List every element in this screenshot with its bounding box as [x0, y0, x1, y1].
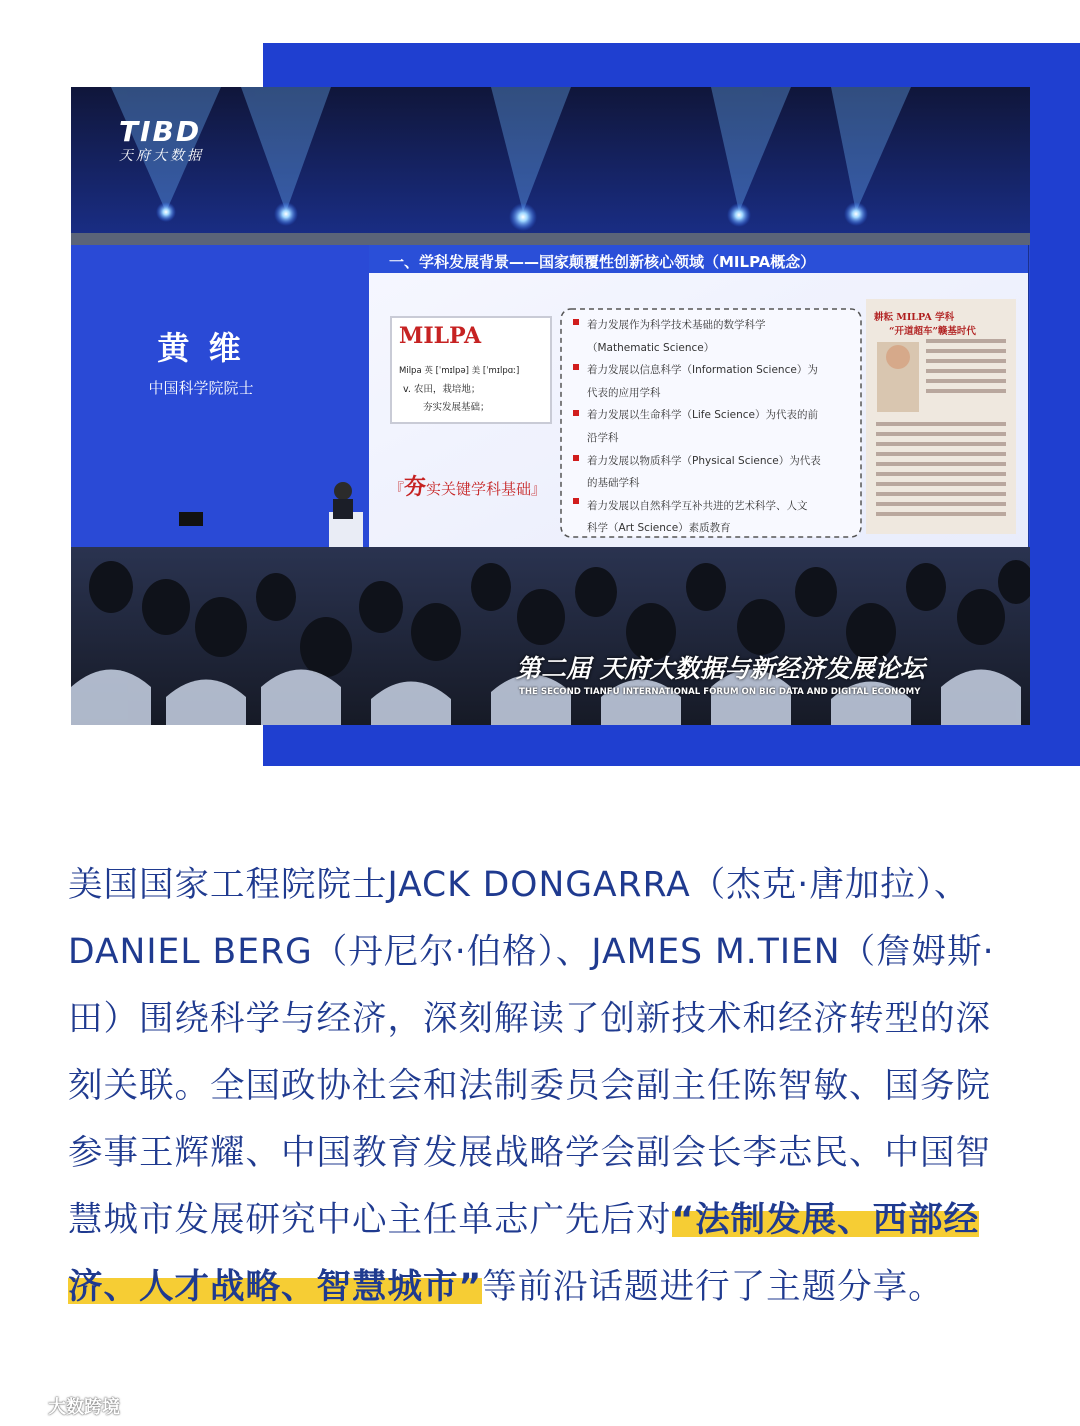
clipping-title-2: “开道超车”赣基时代: [889, 326, 976, 337]
bullet-line: 着力发展以信息科学（Information Science）为: [587, 364, 818, 377]
bullet-line: （Mathematic Science）: [587, 341, 715, 354]
article-text-after: 等前沿话题进行了主题分享。: [482, 1267, 944, 1307]
bullet-line: 着力发展以自然科学互补共进的艺术科学、人文: [587, 499, 808, 512]
article-highlight: “法制发展、西部经济、人才战略、智慧城市”: [68, 1200, 980, 1307]
watermark: [6, 1391, 120, 1421]
watermark-text: 大数跨境: [48, 1397, 120, 1418]
article-paragraph: [68, 852, 1013, 1321]
tibd-logo: [119, 117, 204, 165]
conference-photo: [71, 87, 1030, 725]
milpa-definition-2: 夯实发展基础；: [423, 402, 490, 413]
bullet-line: 的基础学科: [587, 477, 640, 490]
weibo-like-logo-icon: [6, 1393, 42, 1420]
bullet-line: 科学（Art Science）素质教育: [587, 522, 731, 535]
slide-bullets: [587, 314, 859, 540]
bullet-line: 着力发展以物质科学（Physical Science）为代表: [587, 454, 821, 467]
speaker-name: 黄 维: [157, 329, 245, 367]
tibd-logo-subtitle: 天府大数据: [119, 148, 204, 164]
milpa-slogan-rest: 实关键学科基础: [426, 480, 532, 498]
milpa-slogan-big: 夯: [404, 475, 427, 500]
bullet-line: 沿学科: [587, 431, 619, 444]
milpa-definition-1: v. 农田，栽培地；: [403, 384, 481, 395]
forum-title-en: THE SECOND TIANFU INTERNATIONAL FORUM ON BIG DATA AND DIGITAL ECONOMY: [519, 687, 921, 697]
article-text-before: 美国国家工程院院士JACK DONGARRA（杰克·唐加拉）、DANIEL BERG（丹尼尔·伯格）、JAMES M.TIEN（詹姆斯·田）围绕科学与经济，深刻解读了创新技术和经济转型的深刻关联。全国政协社会和法制委员会副主任陈智敏、国务院参事王辉耀、中国教育发展战略学会副会长李志民、中国智慧城市发展研究中心主任单志广先后对: [68, 865, 995, 1240]
milpa-slogan: 『夯实关键学科基础』: [389, 475, 547, 500]
bullet-line: 代表的应用学科: [587, 386, 661, 399]
speaker-title: 中国科学院院士: [148, 379, 254, 397]
bullet-line: 着力发展以生命科学（Life Science）为代表的前: [587, 409, 818, 422]
clipping-title-1: 耕耘 MILPA 学科: [874, 312, 955, 323]
milpa-title: MILPA: [399, 323, 482, 349]
tibd-logo-brand: TIBD: [119, 115, 202, 148]
slide-heading: 一、学科发展背景——国家颠覆性创新核心领域（MILPA概念）: [389, 253, 816, 271]
milpa-pronunciation: Milpa 英 [ˈmɪlpə] 美 [ˈmɪlpɑː]: [399, 366, 520, 376]
forum-title-cn: 第二届 天府大数据与新经济发展论坛: [516, 654, 925, 683]
bullet-line: 着力发展作为科学技术基础的数学科学: [587, 319, 766, 331]
